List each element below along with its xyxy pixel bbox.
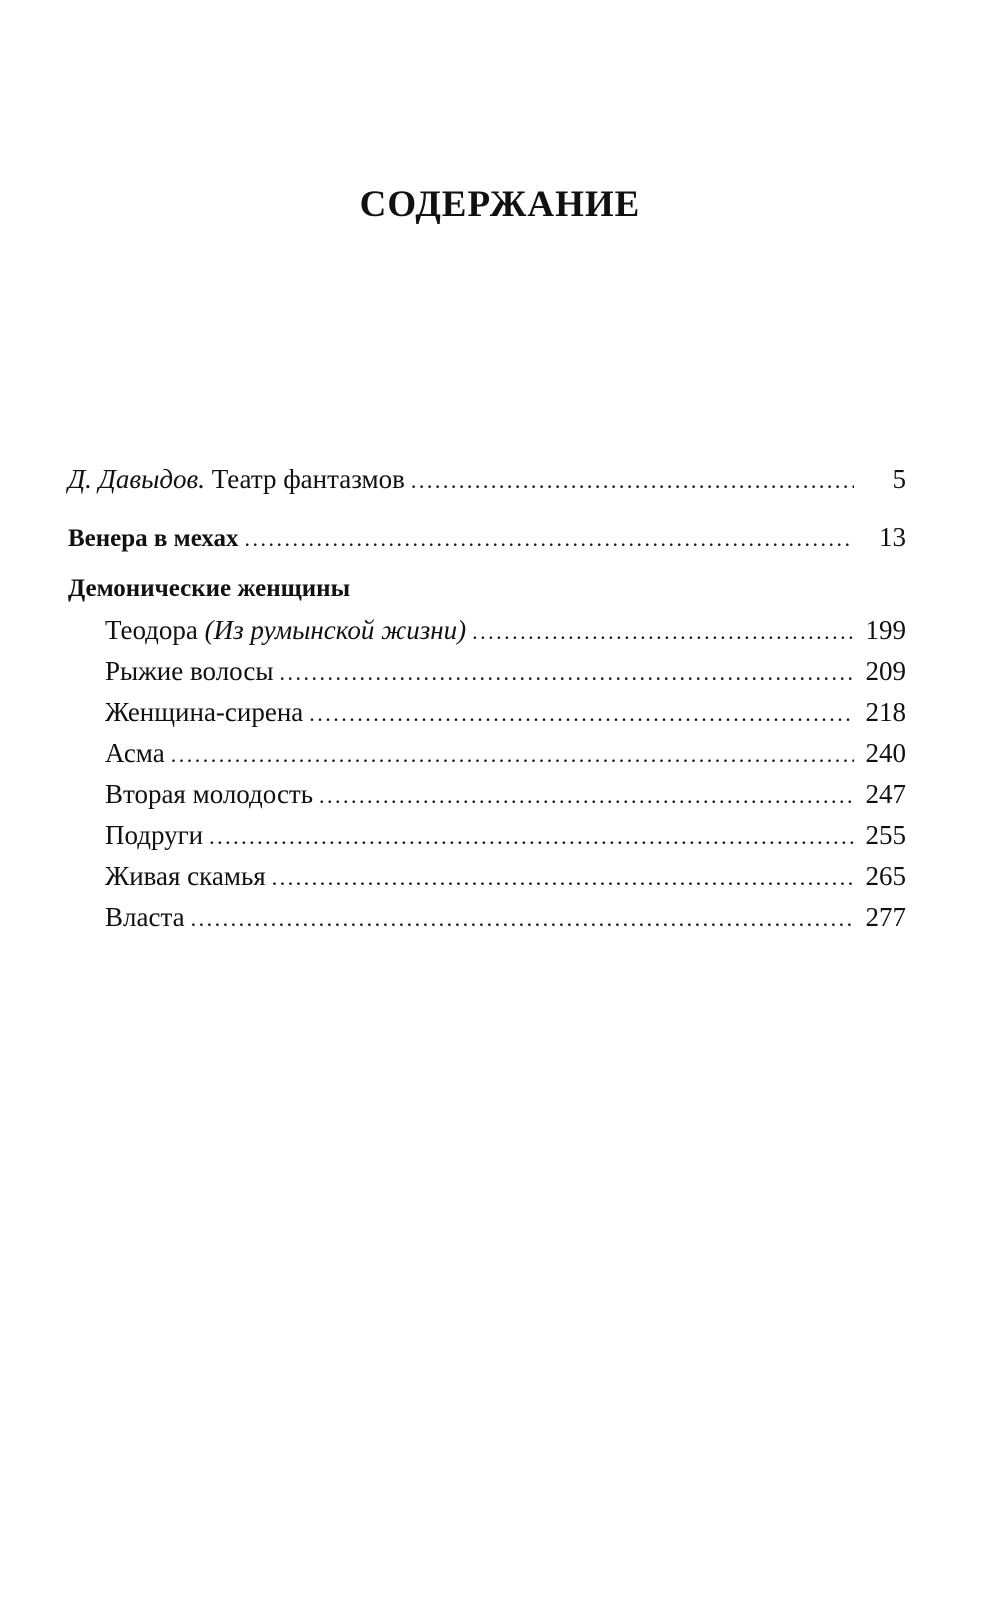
toc-entry-venus xyxy=(68,524,906,576)
toc-entry-author: Д. Давыдов. xyxy=(68,464,205,494)
toc-entry-page: 199 xyxy=(865,615,906,645)
toc-entry xyxy=(68,904,906,945)
toc-entry xyxy=(68,658,906,699)
toc-entry-page: 247 xyxy=(865,779,906,809)
toc-entry-title: Теодора xyxy=(105,615,198,645)
toc-leader-dots xyxy=(309,703,854,725)
toc-leader-dots xyxy=(319,785,854,807)
page-title: СОДЕРЖАНИЕ xyxy=(359,184,641,225)
toc-entry-title: Венера в мехах xyxy=(68,525,239,552)
toc-entry-intro xyxy=(68,466,906,524)
toc-entry xyxy=(68,740,906,781)
toc-entry xyxy=(68,822,906,863)
toc-leader-dots xyxy=(171,744,854,766)
toc-entry-page: 13 xyxy=(879,522,906,552)
toc-entry-title: Власта xyxy=(105,902,185,932)
toc-entry-page: 240 xyxy=(865,738,906,768)
toc-leader-dots xyxy=(209,826,854,848)
toc-entry-title: Рыжие волосы xyxy=(105,656,274,686)
toc-leader-dots xyxy=(244,528,854,550)
toc-entry-page: 265 xyxy=(865,861,906,891)
toc-entry xyxy=(68,781,906,822)
toc-entry-title: Подруги xyxy=(105,820,204,850)
toc-entry-title: Женщина-сирена xyxy=(105,697,304,727)
toc-entry xyxy=(68,617,906,658)
toc-leader-dots xyxy=(191,908,854,930)
toc-entry-title: Асма xyxy=(105,738,165,768)
toc-entry-text xyxy=(68,466,405,493)
toc-entry xyxy=(68,863,906,904)
toc-entry-page: 255 xyxy=(865,820,906,850)
toc-entry-text xyxy=(105,617,466,644)
toc-entry-title: Театр фантазмов xyxy=(211,464,405,494)
toc-entry-title: Вторая молодость xyxy=(105,779,314,809)
toc-section-heading: Демонические женщины xyxy=(68,575,351,602)
toc-entry-title: Живая скамья xyxy=(105,861,266,891)
toc-entry-page: 209 xyxy=(865,656,906,686)
toc-entry xyxy=(68,699,906,740)
table-of-contents xyxy=(68,466,906,945)
toc-entry-page: 5 xyxy=(892,464,906,494)
toc-leader-dots xyxy=(272,867,854,889)
toc-leader-dots xyxy=(472,621,854,643)
toc-leader-dots xyxy=(279,662,854,684)
toc-entry-page: 277 xyxy=(865,902,906,932)
toc-entry-subtitle: (Из румынской жизни) xyxy=(204,615,467,645)
toc-leader-dots xyxy=(411,470,854,492)
toc-entry-page: 218 xyxy=(865,697,906,727)
